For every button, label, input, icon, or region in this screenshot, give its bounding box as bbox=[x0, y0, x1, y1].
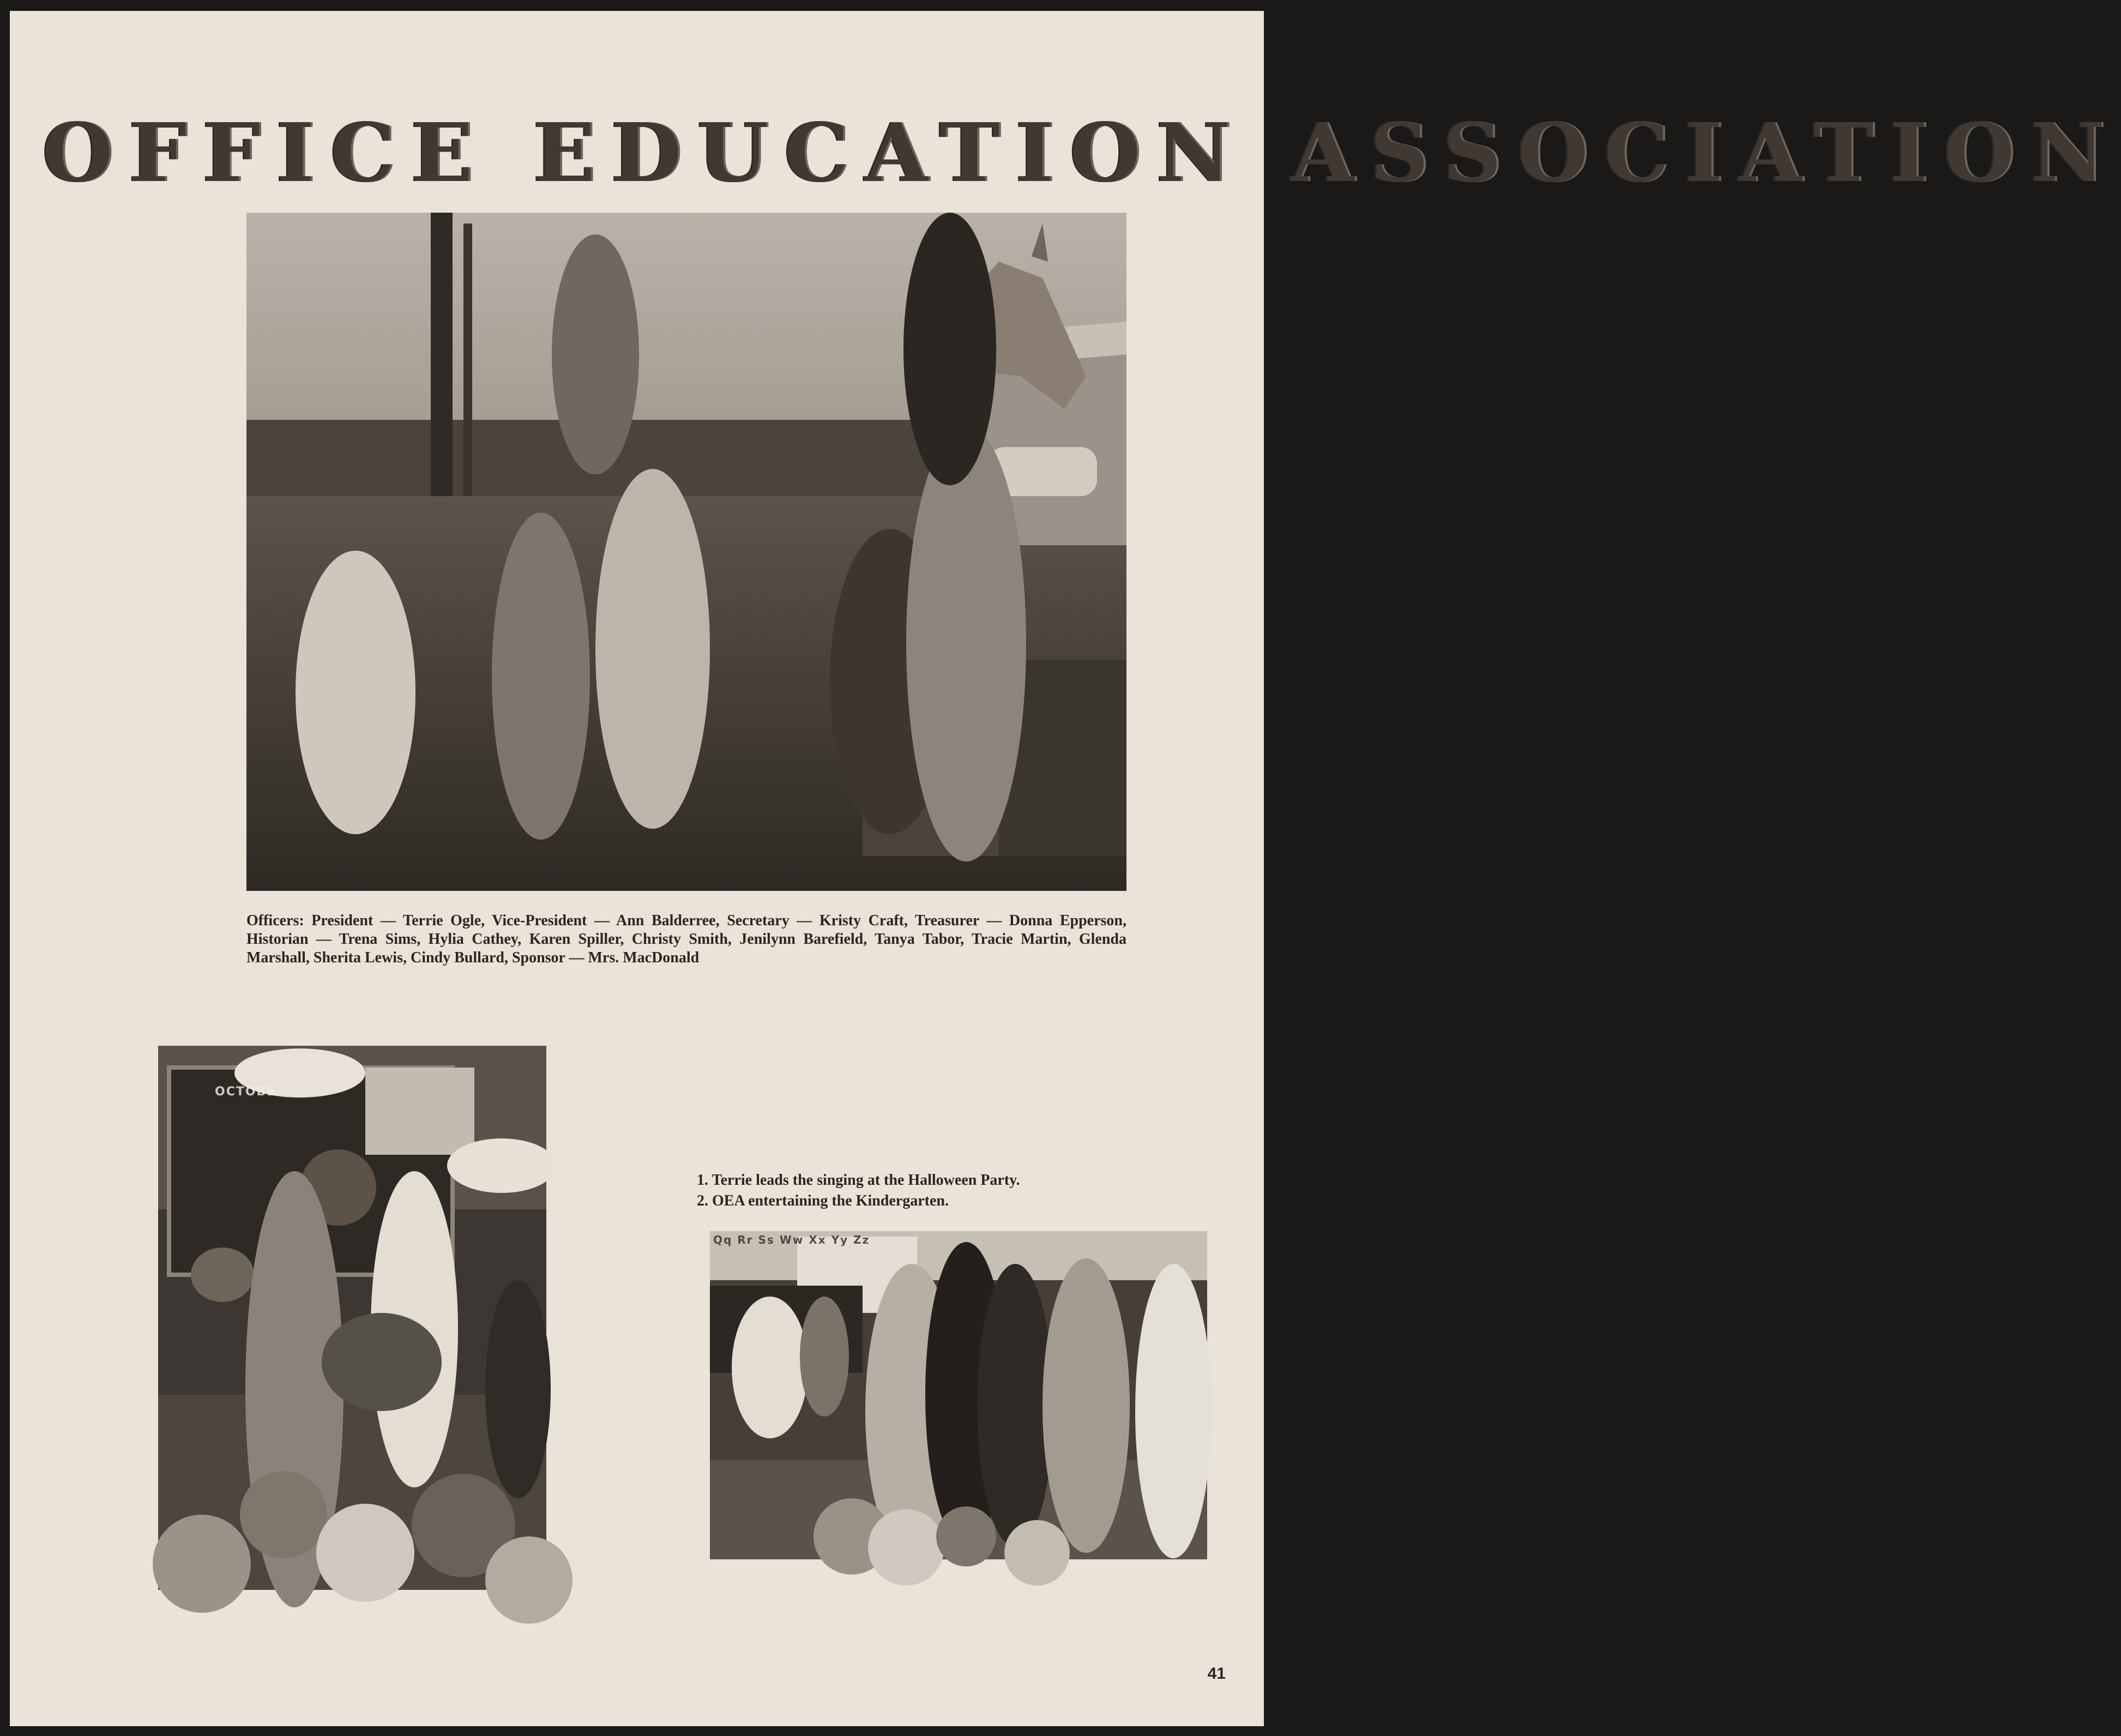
alphabet-strip-text: Qq Rr Ss Ww Xx Yy Zz bbox=[713, 1233, 870, 1246]
halloween-photo bbox=[158, 1046, 546, 1590]
kindergarten-photo bbox=[710, 1231, 1207, 1559]
photo-caption-1: 1. Terrie leads the singing at the Halloween Party. bbox=[697, 1172, 1020, 1189]
page-sheet bbox=[10, 11, 2121, 1726]
page-title: OFFICE EDUCATION ASSOCIATION bbox=[43, 105, 2121, 200]
photo-captions-list bbox=[697, 1170, 1111, 1211]
page-number: 41 bbox=[1207, 1665, 1226, 1683]
bulletin-board-text: OCTOBE bbox=[215, 1085, 276, 1099]
group-photo bbox=[246, 213, 1126, 891]
halloween-photo-image bbox=[158, 1046, 546, 1590]
kindergarten-photo-image bbox=[710, 1231, 1207, 1559]
group-photo-image bbox=[246, 213, 1126, 891]
photo-caption-2: 2. OEA entertaining the Kindergarten. bbox=[697, 1192, 949, 1209]
group-photo-caption: Officers: President — Terrie Ogle, Vice-President — Ann Balderree, Secretary — Kristy Craft, Treasurer — Donna Epperson, Historian — Trena Sims, Hylia Cathey, Karen Spiller, Christy Smith, Jenilynn Barefield, Tanya Tabor, Tracie Martin, Glenda Marshall, Sherita Lewis, Cindy Bullard, Sponsor — Mrs. MacDonald bbox=[246, 912, 1126, 966]
